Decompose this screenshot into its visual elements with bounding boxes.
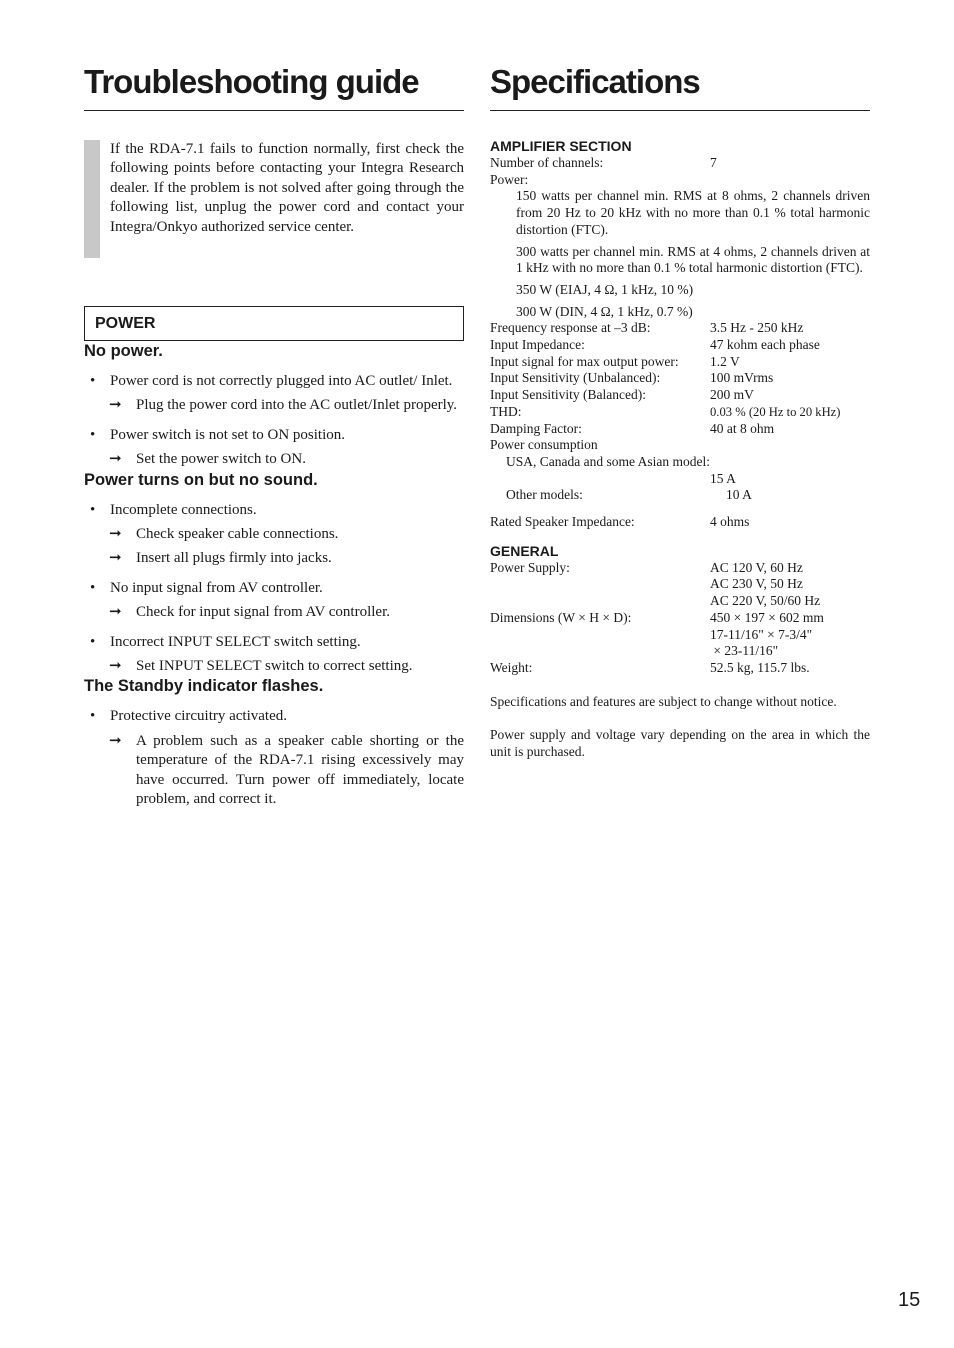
cause-text: Protective circuitry activated. [110,708,288,725]
spec-label-power: Power: [490,171,529,187]
spec-label-usa: USA, Canada and some Asian model: [506,453,710,469]
power-paragraph: 150 watts per channel min. RMS at 8 ohms, 2 channels driven from 20 Hz to 20 kHz with no more than 0.1 % total harmonic distortion (FTC). [516,188,870,237]
arrow-right-icon: ➞ [109,451,122,468]
spec-value: 1.2 V [710,353,740,369]
amplifier-specs [490,155,870,531]
cause-text: Incomplete connections. [110,501,257,518]
remedy-item [84,525,464,544]
cause-text: Power cord is not correctly plugged into AC outlet/ Inlet. [110,373,453,389]
spec-value: 17-11/16" × 7-3/4" [710,626,813,642]
spec-row [490,320,870,337]
bullet-icon: • [90,633,96,650]
spec-row-usa-value [490,471,870,488]
spec-value: 200 mV [710,387,754,403]
power-section-header [84,306,464,341]
cause-text: No input signal from AV controller. [110,579,323,596]
general-specs [490,560,870,677]
intro-text: If the RDA-7.1 fails to function normally, first check the following points before contacting your Integra Research dealer. If the problem is not solved after going through the following list, unplug the power cord and contact your Integra/Onkyo authorized service center. [110,141,464,235]
spec-value: 3.5 Hz - 250 kHz [710,320,804,336]
spec-value: 10 A [726,487,752,503]
arrow-right-icon: ➞ [109,550,122,567]
remedy-text: Set the power switch to ON. [136,451,306,468]
intro-accent-bar [84,140,100,258]
remedy-item [84,549,464,568]
remedy-text: Insert all plugs firmly into jacks. [136,550,332,567]
cause-list [84,707,464,809]
spec-note: Power supply and voltage vary depending on the area in which the unit is purchased. [490,727,870,760]
remedy-text: Plug the power cord into the AC outlet/Inlet properly. [136,397,458,414]
spec-value: AC 220 V, 50/60 Hz [710,593,821,609]
cause-item [84,707,464,809]
cause-list [84,372,464,470]
spec-label: Damping Factor: [490,420,582,436]
spec-label: THD: [490,403,522,419]
spec-label: Weight: [490,659,533,675]
intro-block [84,140,464,258]
spec-value: 52.5 kg, 115.7 lbs. [710,659,810,675]
spec-row [490,421,870,438]
issue-heading: No power. [84,342,163,360]
spec-value: 47 kohm each phase [710,337,820,353]
issue-heading: The Standby indicator flashes. [84,677,324,696]
arrow-right-icon: ➞ [109,397,122,414]
cause-text: Power switch is not set to ON position. [110,426,345,443]
spec-label: Dimensions (W × H × D): [490,609,632,625]
spec-note: Specifications and features are subject to change without notice. [490,693,837,709]
remedy-item [84,396,464,415]
spec-row-channels [490,155,870,172]
spec-label: Number of channels: [490,155,604,170]
spec-row [490,404,870,421]
spec-label: Input Sensitivity (Balanced): [490,387,646,403]
spec-row-supply [490,560,870,610]
power-paragraph: 300 watts per channel min. RMS at 4 ohms, 2 channels driven at 1 kHz with no more than 0.1 % total harmonic distortion (FTC). [516,243,870,276]
troubleshooting-column [84,62,464,810]
spec-row [490,337,870,354]
cause-item [84,633,464,677]
remedy-item [84,450,464,469]
power-section-label: POWER [95,314,156,332]
power-paragraph: 300 W (DIN, 4 Ω, 1 kHz, 0.7 %) [516,303,693,319]
bullet-icon: • [90,579,96,596]
spec-value: 0.03 % (20 Hz to 20 kHz) [710,404,841,419]
spec-label: Other models: [506,487,583,503]
spec-row-dimensions [490,610,870,660]
specifications-column [490,62,870,761]
spec-value: AC 230 V, 50 Hz [710,576,803,592]
cause-text: Incorrect INPUT SELECT switch setting. [110,633,361,650]
bullet-icon: • [90,708,96,725]
cause-item [84,426,464,470]
arrow-right-icon: ➞ [109,732,122,749]
spec-value: 7 [710,155,717,170]
general-section-heading: GENERAL [490,542,559,559]
issue-heading: Power turns on but no sound. [84,470,318,489]
cause-item [84,372,464,416]
arrow-right-icon: ➞ [109,658,122,675]
spec-row [490,354,870,371]
spec-value: 100 mVrms [710,370,774,386]
spec-row [490,387,870,404]
arrow-right-icon: ➞ [109,526,122,543]
spec-value: 15 A [710,470,736,486]
remedy-text: Check for input signal from AV controller. [136,604,390,621]
spec-label: Input signal for max output power: [490,353,679,369]
spec-label: Input Sensitivity (Unbalanced): [490,370,661,386]
spec-value: AC 120 V, 60 Hz [710,559,803,575]
spec-value: 450 × 197 × 602 mm [710,609,824,625]
remedy-item [84,657,464,676]
cause-item [84,501,464,569]
remedy-text: Check speaker cable connections. [136,526,339,543]
spec-value: 4 ohms [710,514,750,530]
spec-row-impedance [490,514,870,531]
cause-list [84,501,464,677]
amplifier-section-heading: AMPLIFIER SECTION [490,138,632,154]
remedy-text: Set INPUT SELECT switch to correct setting. [136,658,413,675]
page-number: 15 [898,1289,921,1311]
spec-row-weight [490,660,870,677]
spec-value: 40 at 8 ohm [710,420,775,436]
specifications-title: Specifications [490,62,870,111]
spec-label-consumption: Power consumption [490,437,598,453]
remedy-item [84,732,464,810]
spec-label: Input Impedance: [490,337,585,353]
cause-item [84,579,464,623]
spec-row-other [490,487,870,504]
troubleshooting-title: Troubleshooting guide [84,62,464,111]
spec-value: × 23-11/16" [710,643,779,659]
power-paragraph: 350 W (EIAJ, 4 Ω, 1 kHz, 10 %) [516,281,694,297]
remedy-item [84,603,464,622]
spec-label: Frequency response at –3 dB: [490,320,651,336]
bullet-icon: • [90,501,96,518]
bullet-icon: • [90,373,96,389]
spec-label: Rated Speaker Impedance: [490,514,635,530]
arrow-right-icon: ➞ [109,604,122,621]
bullet-icon: • [90,426,96,443]
spec-row [490,370,870,387]
remedy-text: A problem such as a speaker cable shorting or the temperature of the RDA-7.1 rising excessively may have occurred. Turn power off immediately, locate problem, and correct it. [136,732,464,808]
spec-label: Power Supply: [490,559,570,575]
